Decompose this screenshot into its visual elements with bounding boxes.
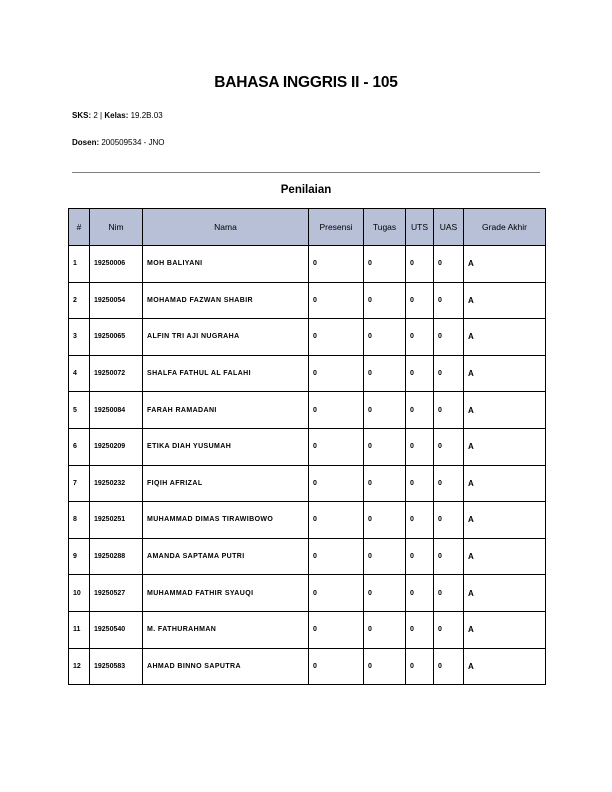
kelas-value: 19.2B.03	[130, 111, 163, 120]
cell-grade: A	[464, 502, 546, 539]
cell-nim: 19250065	[90, 319, 143, 356]
cell-grade: A	[464, 611, 546, 648]
cell-nim: 19250006	[90, 246, 143, 283]
cell-uas: 0	[434, 282, 464, 319]
table-row	[69, 282, 546, 319]
cell-nim: 19250054	[90, 282, 143, 319]
cell-presensi: 0	[309, 575, 364, 612]
cell-uas: 0	[434, 465, 464, 502]
cell-grade: A	[464, 319, 546, 356]
cell-nim: 19250540	[90, 611, 143, 648]
header-uts: UTS	[406, 209, 434, 246]
cell-no: 5	[69, 392, 90, 429]
cell-tugas: 0	[364, 502, 406, 539]
cell-grade: A	[464, 575, 546, 612]
cell-no: 8	[69, 502, 90, 539]
cell-uas: 0	[434, 246, 464, 283]
header-no: #	[69, 209, 90, 246]
table-row	[69, 502, 546, 539]
header-grade: Grade Akhir	[464, 209, 546, 246]
cell-no: 12	[69, 648, 90, 685]
cell-nama: MOH BALIYANI	[143, 246, 309, 283]
cell-nim: 19250084	[90, 392, 143, 429]
table-row	[69, 611, 546, 648]
cell-uts: 0	[406, 428, 434, 465]
course-title: BAHASA INGGRIS II - 105	[214, 74, 398, 91]
cell-nim: 19250583	[90, 648, 143, 685]
cell-tugas: 0	[364, 355, 406, 392]
cell-no: 10	[69, 575, 90, 612]
cell-presensi: 0	[309, 392, 364, 429]
cell-presensi: 0	[309, 428, 364, 465]
cell-no: 9	[69, 538, 90, 575]
cell-no: 6	[69, 428, 90, 465]
sks-value: 2	[93, 111, 98, 120]
cell-no: 11	[69, 611, 90, 648]
cell-grade: A	[464, 282, 546, 319]
cell-presensi: 0	[309, 465, 364, 502]
header-nim: Nim	[90, 209, 143, 246]
table-row	[69, 465, 546, 502]
section-title: Penilaian	[280, 184, 332, 196]
cell-tugas: 0	[364, 611, 406, 648]
cell-presensi: 0	[309, 246, 364, 283]
sks-label: SKS:	[72, 111, 92, 120]
cell-presensi: 0	[309, 319, 364, 356]
kelas-label: Kelas:	[104, 111, 129, 120]
table-row	[69, 428, 546, 465]
meta-dosen	[72, 138, 165, 147]
cell-presensi: 0	[309, 611, 364, 648]
cell-tugas: 0	[364, 648, 406, 685]
cell-grade: A	[464, 246, 546, 283]
dosen-label: Dosen:	[72, 138, 100, 147]
cell-grade: A	[464, 648, 546, 685]
cell-nama: ETIKA DIAH YUSUMAH	[143, 428, 309, 465]
table-header-row	[69, 209, 546, 246]
cell-uas: 0	[434, 575, 464, 612]
cell-uts: 0	[406, 282, 434, 319]
cell-uts: 0	[406, 538, 434, 575]
cell-presensi: 0	[309, 538, 364, 575]
grades-table	[68, 208, 546, 685]
header-tugas: Tugas	[364, 209, 406, 246]
table-row	[69, 575, 546, 612]
cell-uts: 0	[406, 575, 434, 612]
cell-nama: FARAH RAMADANI	[143, 392, 309, 429]
table-row	[69, 538, 546, 575]
cell-uts: 0	[406, 611, 434, 648]
cell-nama: MUHAMMAD DIMAS TIRAWIBOWO	[143, 502, 309, 539]
cell-nama: M. FATHURAHMAN	[143, 611, 309, 648]
cell-nama: AHMAD BINNO SAPUTRA	[143, 648, 309, 685]
cell-uts: 0	[406, 465, 434, 502]
cell-nim: 19250232	[90, 465, 143, 502]
cell-nama: SHALFA FATHUL AL FALAHI	[143, 355, 309, 392]
cell-nim: 19250288	[90, 538, 143, 575]
header-uas: UAS	[434, 209, 464, 246]
header-nama: Nama	[143, 209, 309, 246]
cell-grade: A	[464, 355, 546, 392]
table-body	[69, 246, 546, 685]
cell-uas: 0	[434, 611, 464, 648]
dosen-value: 200509534 - JNO	[101, 138, 165, 147]
cell-nim: 19250527	[90, 575, 143, 612]
cell-uts: 0	[406, 648, 434, 685]
cell-tugas: 0	[364, 246, 406, 283]
cell-presensi: 0	[309, 282, 364, 319]
cell-no: 1	[69, 246, 90, 283]
cell-tugas: 0	[364, 392, 406, 429]
cell-uas: 0	[434, 319, 464, 356]
cell-tugas: 0	[364, 428, 406, 465]
cell-uts: 0	[406, 246, 434, 283]
cell-grade: A	[464, 465, 546, 502]
table-row	[69, 355, 546, 392]
cell-no: 2	[69, 282, 90, 319]
horizontal-divider	[72, 172, 540, 173]
cell-tugas: 0	[364, 575, 406, 612]
cell-nim: 19250209	[90, 428, 143, 465]
table-row	[69, 246, 546, 283]
cell-tugas: 0	[364, 538, 406, 575]
cell-uas: 0	[434, 648, 464, 685]
cell-uas: 0	[434, 428, 464, 465]
cell-nama: ALFIN TRI AJI NUGRAHA	[143, 319, 309, 356]
table-row	[69, 648, 546, 685]
cell-nama: MUHAMMAD FATHIR SYAUQI	[143, 575, 309, 612]
cell-nama: AMANDA SAPTAMA PUTRI	[143, 538, 309, 575]
cell-grade: A	[464, 538, 546, 575]
cell-presensi: 0	[309, 648, 364, 685]
meta-sks-kelas	[72, 111, 163, 120]
cell-nama: FIQIH AFRIZAL	[143, 465, 309, 502]
cell-presensi: 0	[309, 502, 364, 539]
cell-uts: 0	[406, 319, 434, 356]
cell-uas: 0	[434, 502, 464, 539]
cell-uts: 0	[406, 502, 434, 539]
cell-tugas: 0	[364, 465, 406, 502]
cell-tugas: 0	[364, 282, 406, 319]
table-row	[69, 392, 546, 429]
cell-uas: 0	[434, 538, 464, 575]
cell-grade: A	[464, 392, 546, 429]
cell-tugas: 0	[364, 319, 406, 356]
cell-uts: 0	[406, 392, 434, 429]
cell-uas: 0	[434, 355, 464, 392]
cell-nama: MOHAMAD FAZWAN SHABIR	[143, 282, 309, 319]
cell-uts: 0	[406, 355, 434, 392]
cell-no: 4	[69, 355, 90, 392]
table-row	[69, 319, 546, 356]
cell-no: 7	[69, 465, 90, 502]
cell-no: 3	[69, 319, 90, 356]
meta-separator: |	[100, 111, 103, 120]
cell-grade: A	[464, 428, 546, 465]
cell-nim: 19250072	[90, 355, 143, 392]
header-presensi: Presensi	[309, 209, 364, 246]
cell-uas: 0	[434, 392, 464, 429]
cell-presensi: 0	[309, 355, 364, 392]
cell-nim: 19250251	[90, 502, 143, 539]
